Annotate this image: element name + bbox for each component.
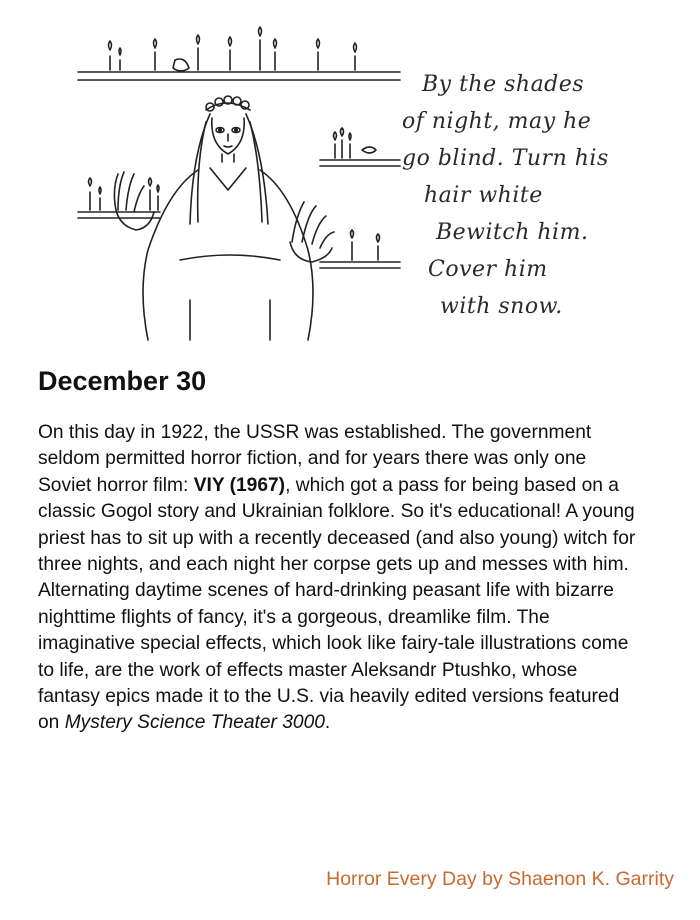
- speech-line: hair white: [424, 183, 543, 208]
- speech-line: of night, may he: [402, 109, 592, 134]
- top-shelf-candles: [78, 27, 400, 80]
- witch-illustration: [70, 10, 410, 345]
- body-text: [38, 420, 638, 737]
- show-title: Mystery Science Theater 3000: [64, 712, 325, 734]
- speech-line: Cover him: [428, 257, 548, 282]
- speech-line: Bewitch him.: [436, 220, 589, 245]
- speech-line: By the shades: [422, 72, 585, 97]
- film-title: VIY (1967): [193, 474, 286, 496]
- body-text-part: .: [324, 712, 331, 734]
- credit-line: Horror Every Day by Shaenon K. Garrity: [326, 868, 674, 890]
- speech-line: go blind. Turn his: [402, 146, 609, 171]
- right-shelf-candles: [320, 128, 400, 268]
- body-text-part: , which got a pass for being based on a classic Gogol story and Ukrainian folklore. So it's educational! A young priest has to sit up with a recently deceased (and also young) witch for three nights, and each night her corpse gets up and messes with him. Alternating daytime scenes of hard-drinking peasant life with bizarre nighttime flights of fancy, it's a gorgeous, dreamlike film. The imaginative special effects, which look like fairy-tale illustrations come to life, are the work of effects master Aleksandr Ptushko, whose fantasy epics made it to the U.S. via heavily edited versions featured on: [38, 474, 636, 734]
- body-text-part: On this day in 1922, the USSR was established. The government seldom permitted horror fiction, and for years there was only one Soviet horror film:: [38, 422, 592, 496]
- date-heading: December 30: [38, 366, 207, 396]
- speech-line: with snow.: [440, 294, 563, 319]
- speech-text: [400, 66, 630, 325]
